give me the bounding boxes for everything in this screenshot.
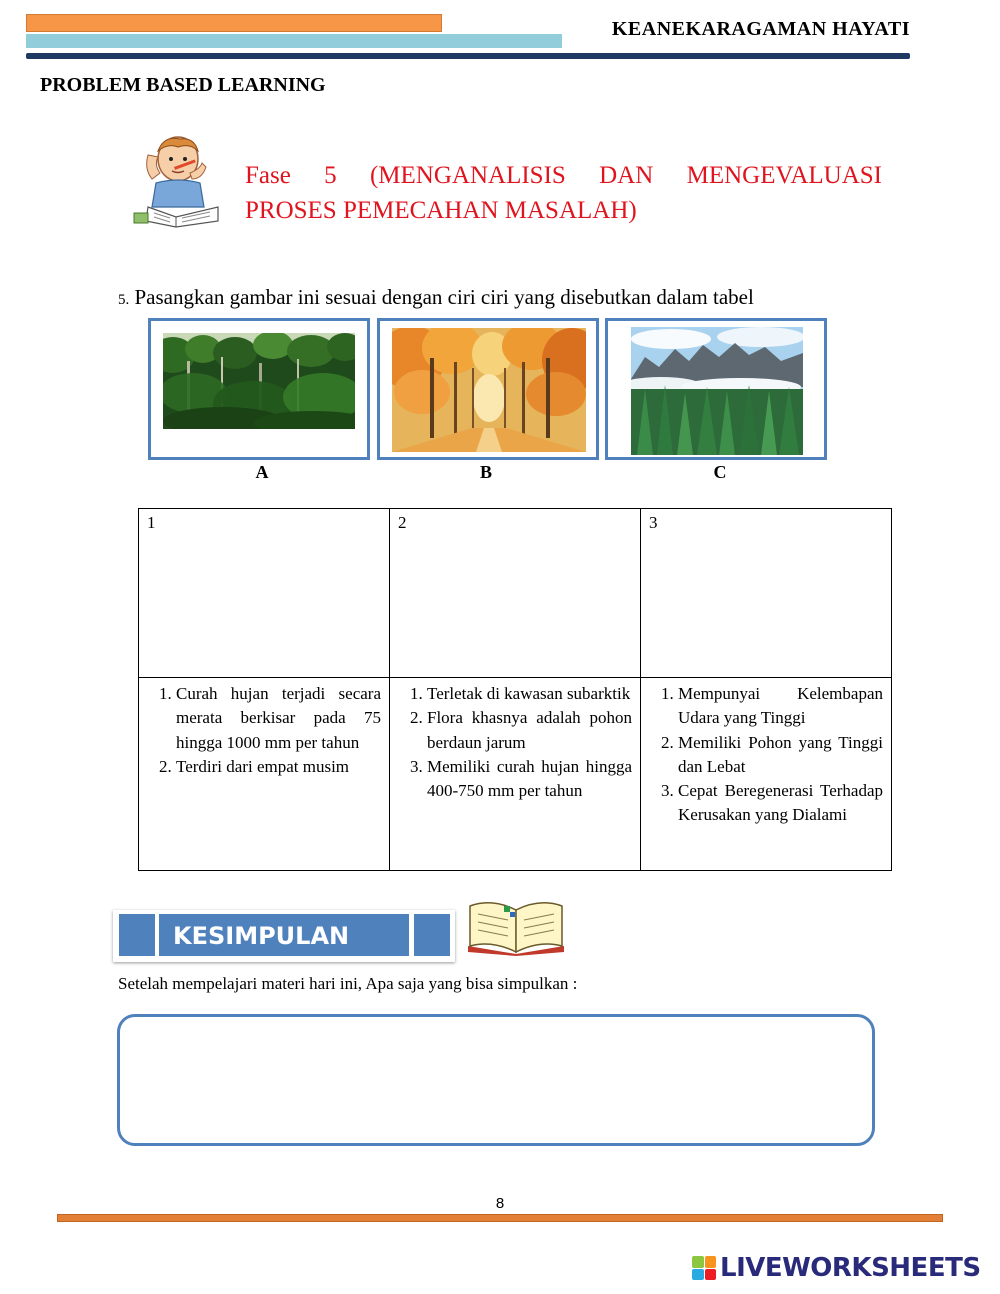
phase-title-line2: PROSES PEMECAHAN MASALAH) — [245, 197, 637, 224]
liveworksheets-brand: LIVEWORKSHEETS — [720, 1253, 981, 1283]
drop-zone-2[interactable] — [390, 509, 641, 678]
picture-label-c: C — [713, 462, 727, 482]
question-number: 5. — [118, 292, 130, 308]
picture-card-c[interactable] — [605, 318, 827, 460]
matching-table — [138, 508, 892, 871]
picture-card-a[interactable] — [148, 318, 370, 460]
column-header: 2 — [398, 513, 407, 532]
criteria-cell-2 — [390, 678, 641, 871]
coniferous-taiga-forest-photo — [631, 327, 803, 455]
conclusion-answer-box[interactable] — [117, 1014, 875, 1146]
criteria-cell-3 — [641, 678, 892, 871]
banner-block-right — [414, 914, 450, 956]
open-book-icon — [464, 896, 568, 956]
criteria-list — [398, 682, 632, 803]
drop-zone-1[interactable] — [139, 509, 390, 678]
page-subtitle: PROBLEM BASED LEARNING — [40, 74, 326, 96]
list-item: 3. Cepat Beregenerasi Terhadap Kerusakan yang Dialami — [678, 779, 883, 828]
banner-block-left — [119, 914, 155, 956]
picture-label-a: A — [255, 462, 269, 482]
conclusion-title: KESIMPULAN — [159, 914, 409, 956]
header-navy-bar — [26, 53, 910, 59]
list-item: 3. Memiliki curah hujan hingga 400-750 mm per tahun — [427, 755, 632, 804]
question-text — [118, 285, 754, 310]
tropical-rainforest-photo — [163, 333, 355, 429]
list-item: 1. Curah hujan terjadi secara merata berkisar pada 75 hingga 1000 mm per tahun — [176, 682, 381, 755]
criteria-list — [147, 682, 381, 779]
column-header: 3 — [649, 513, 658, 532]
conclusion-prompt: Setelah mempelajari materi hari ini, Apa saja yang bisa simpulkan : — [118, 974, 578, 993]
student-reading-icon — [130, 133, 222, 229]
header-orange-bar — [26, 14, 442, 32]
list-item: 1. Terletak di kawasan subarktik — [427, 682, 632, 706]
picture-label-b: B — [479, 462, 492, 482]
column-header: 1 — [147, 513, 156, 532]
page-number: 8 — [495, 1195, 505, 1212]
list-item: 2. Terdiri dari empat musim — [176, 755, 381, 779]
header-cyan-bar — [26, 34, 562, 48]
list-item: 2. Flora khasnya adalah pohon berdaun jarum — [427, 706, 632, 755]
footer-bar — [57, 1214, 943, 1222]
phase-title-line1: Fase 5 (MENGANALISIS DAN MENGEVALUASI — [245, 162, 882, 189]
list-item: 2. Memiliki Pohon yang Tinggi dan Lebat — [678, 731, 883, 780]
criteria-cell-1 — [139, 678, 390, 871]
header-title: KEANEKARAGAMAN HAYATI — [611, 18, 910, 40]
criteria-list — [649, 682, 883, 828]
autumn-deciduous-forest-photo — [392, 328, 586, 452]
phase-title — [245, 158, 882, 228]
list-item: 1. Mempunyai Kelembapan Udara yang Tinggi — [678, 682, 883, 731]
question-prompt: Pasangkan gambar ini sesuai dengan ciri ciri yang disebutkan dalam tabel — [134, 285, 754, 309]
liveworksheets-logo[interactable] — [692, 1252, 981, 1284]
drop-zone-3[interactable] — [641, 509, 892, 678]
picture-card-b[interactable] — [377, 318, 599, 460]
liveworksheets-logo-icon — [692, 1256, 716, 1280]
